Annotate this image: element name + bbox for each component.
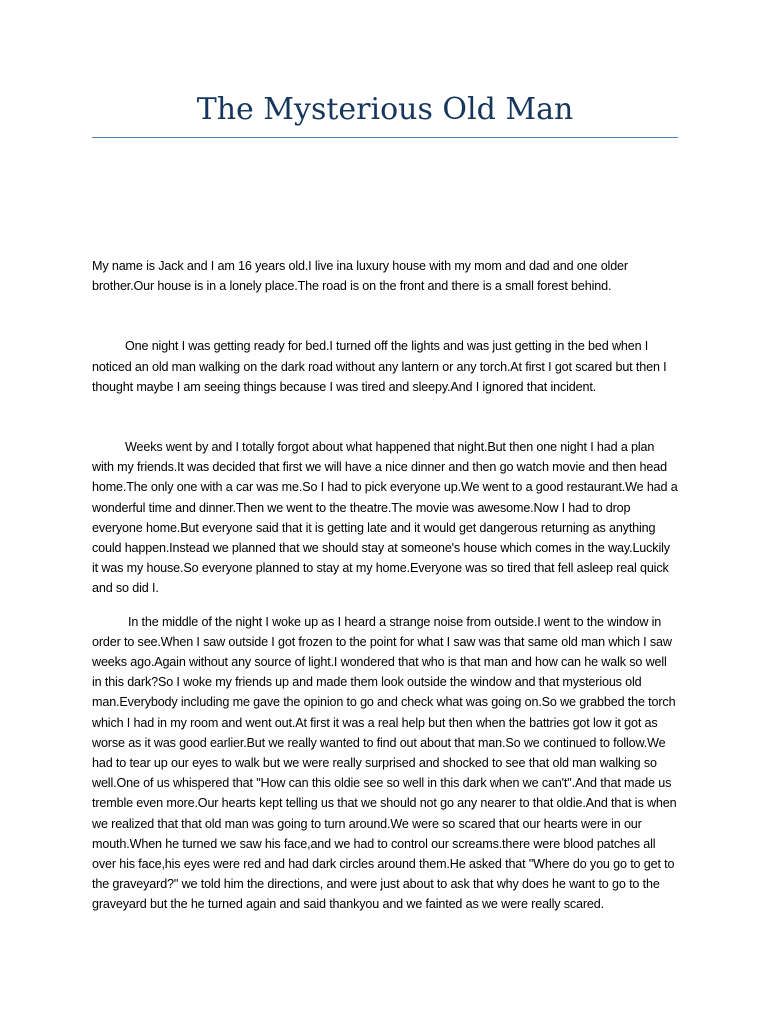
paragraph-intro: My name is Jack and I am 16 years old.I live ina luxury house with my mom and dad and one older brother.Our house is in a lonely place.The road is on the front and there is a small forest behind.	[92, 259, 628, 294]
document-title: The Mysterious Old Man	[196, 92, 574, 127]
document-body	[92, 256, 678, 915]
paragraph-first-night: One night I was getting ready for bed.I turned off the lights and was just getting in the bed when I noticed an old man walking on the dark road without any lantern or any torch.At first I got scared but then I thought maybe I am seeing things because I was tired and sleepy.And I ignored that incident.	[92, 339, 667, 394]
paragraph-middle-of-night: In the middle of the night I woke up as I heard a strange noise from outside.I went to the window in order to see.When I saw outside I got frozen to the point for what I saw was that same old man which I saw weeks ago.Again without any source of light.I wondered that who is that man and how can he walk so well in this dark?So I woke my friends up and made them look outside the window and that mysterious old man.Everybody including me gave the opinion to go and check what was going on.So we grabbed the torch which I had in my room and went out.At first it was a real help but then when the battries got low it got as worse as it was good earlier.But we really wanted to find out about that man.So we continued to follow.We had to tear up our eyes to walk but we were really surprised and shocked to see that old man walking so well.One of us whispered that "How can this oldie see so well in this dark when we can't".And that made us tremble even more.Our hearts kept telling us that we should not go any nearer to that oldie.And that is when we realized that that old man was going to turn around.We were so scared that our hearts were in our mouth.When he turned we saw his face,and we had to control our screams.there were blood patches all over his face,his eyes were red and had dark circles around them.He asked that "Where do you go to get to the graveyard?" we told him the directions, and were just about to ask that why does he want to go to the graveyard but the he turned again and said thankyou and we fainted as we were really scared.	[92, 614, 677, 912]
title-underline-rule	[92, 137, 678, 138]
paragraph-weeks-later: Weeks went by and I totally forgot about what happened that night.But then one night I had a plan with my friends.It was decided that first we will have a nice dinner and then go watch movie and then head home.The only one with a car was me.So I had to pick everyone up.We went to a good restaurant.We had a wonderful time and dinner.Then we went to the theatre.The movie was awesome.Now I had to drop everyone home.But everyone said that it is getting late and it would get dangerous returning as anything could happen.Instead we planned that we should stay at someone's house which comes in the way.Luckily it was my house.So everyone planned to stay at my home.Everyone was so tired that fell asleep real quick and so did I.	[92, 440, 678, 596]
